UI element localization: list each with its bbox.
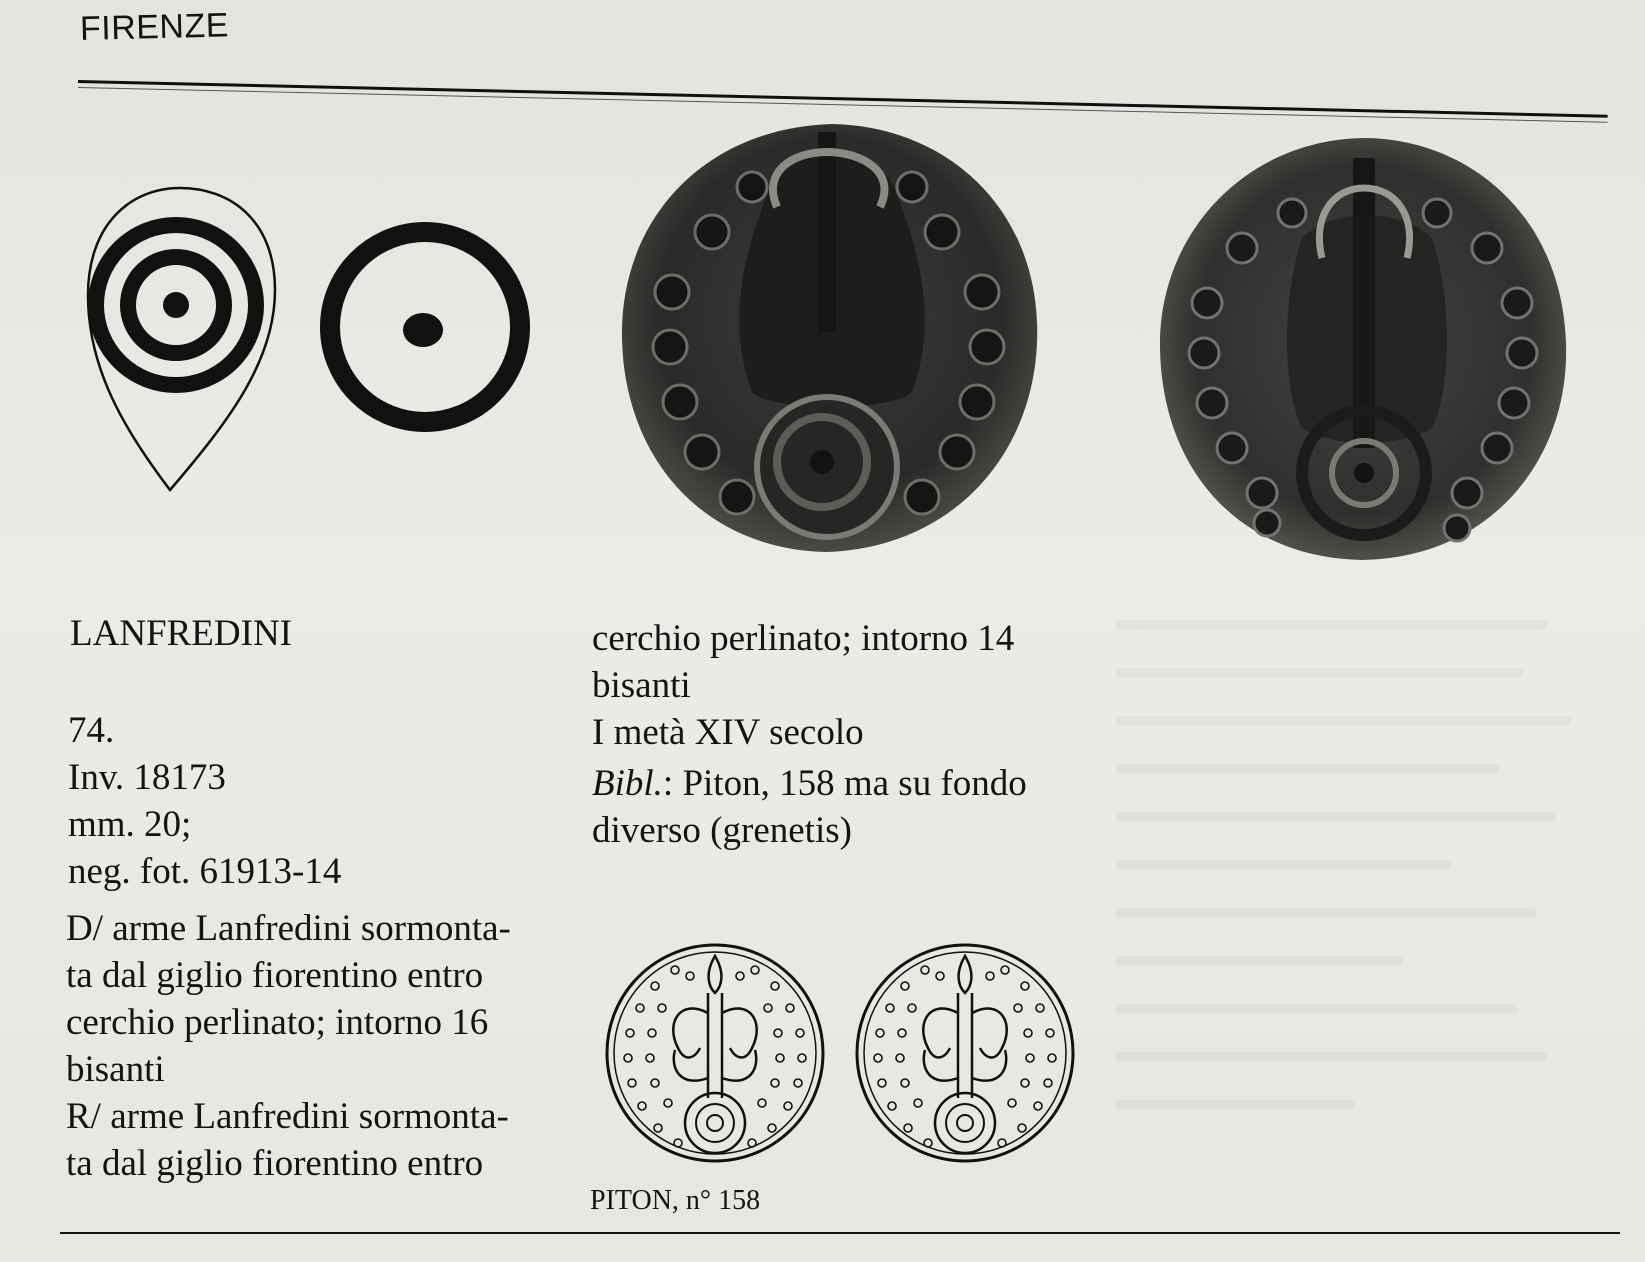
entry-number: 74. (68, 710, 115, 751)
obverse-line: ta dal giglio fiorentino entro (66, 955, 484, 996)
reverse-line: ta dal giglio fiorentino entro (66, 1143, 484, 1184)
reference-caption: PITON, n° 158 (590, 1185, 761, 1216)
obverse-line: bisanti (66, 1049, 165, 1090)
obverse-line: D/ arme Lanfredini sormonta- (66, 908, 511, 949)
coat-of-arms-drawing (80, 180, 280, 500)
seal-photo-reverse (1152, 128, 1577, 568)
reference-drawing-obverse (600, 938, 830, 1173)
reverse-line: R/ arme Lanfredini sormonta- (66, 1096, 509, 1137)
entry-description (66, 905, 511, 1187)
show-through-shadow (1115, 620, 1595, 1220)
reference-drawing-reverse (850, 938, 1080, 1173)
inventory-number: Inv. 18173 (68, 757, 226, 798)
dating-line: I metà XIV secolo (592, 712, 864, 753)
size-measure: mm. 20; (68, 804, 192, 845)
continued-line: cerchio perlinato; intorno 14 (592, 618, 1015, 659)
running-head: FIRENZE (79, 6, 230, 48)
continued-line: bisanti (592, 665, 691, 706)
entry-catalog-info (68, 707, 341, 895)
bibliography (592, 760, 1027, 807)
footer-rule (60, 1232, 1620, 1234)
entry-title: LANFREDINI (70, 613, 292, 654)
bibliography-line2: diverso (grenetis) (592, 810, 852, 851)
obverse-line: cerchio perlinato; intorno 16 (66, 1002, 489, 1043)
photo-negative: neg. fot. 61913-14 (68, 851, 342, 892)
bibliography-text: : Piton, 158 ma su fondo (662, 763, 1027, 804)
ring-emblem-drawing (310, 215, 540, 445)
entry-continued-column (592, 615, 1027, 854)
entry-left-column (70, 610, 292, 657)
seal-photo-obverse (612, 112, 1052, 562)
bibliography-label: Bibl. (592, 763, 663, 804)
